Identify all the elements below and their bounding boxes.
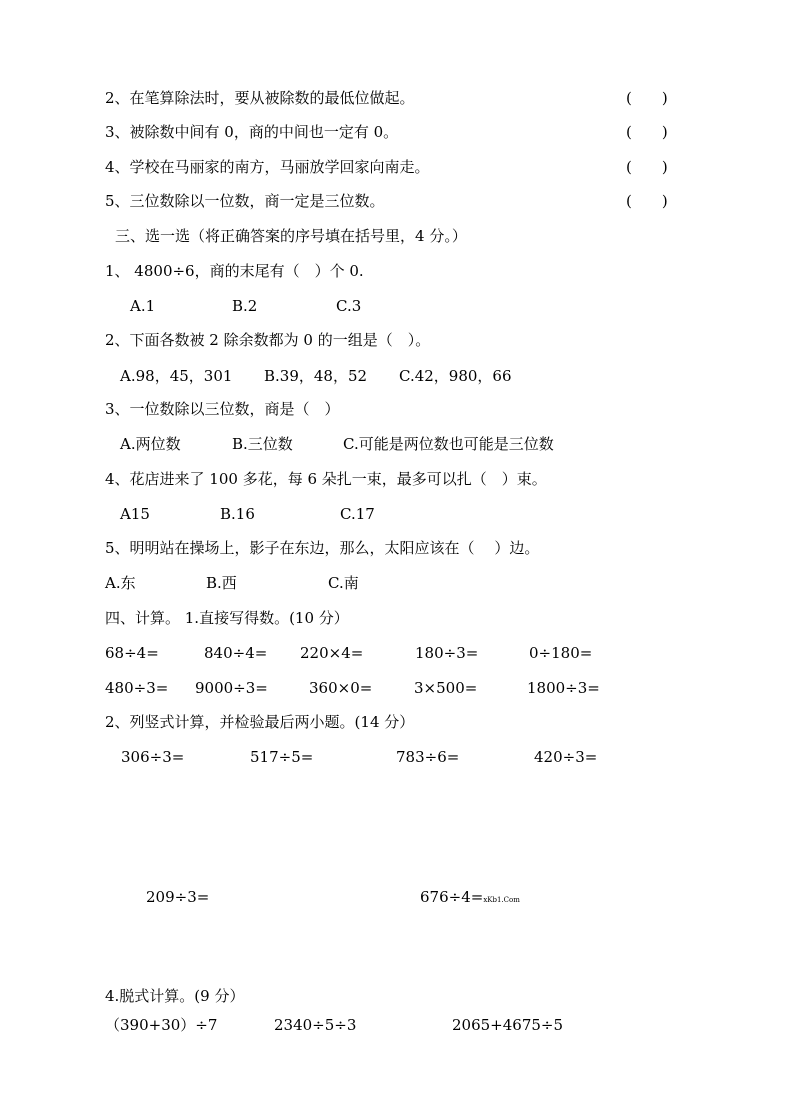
watermark-text: xKb1.Com (483, 896, 520, 904)
choice-option: C.可能是两位数也可能是三位数 (343, 435, 554, 453)
judge-item-2: 2、在笔算除法时，要从被除数的最低位做起。 (105, 89, 415, 107)
vertical-calc-item: 209÷3= (146, 888, 210, 906)
direct-calc-item: 3×500= (414, 679, 478, 697)
choice-option: C.42，980，66 (399, 367, 512, 385)
vertical-calc-item: 783÷6= (396, 748, 460, 766)
answer-parentheses: ( ) (626, 192, 668, 210)
choice-option: B.2 (232, 297, 258, 315)
vertical-calc-heading: 2、列竖式计算，并检验最后两小题。(14 分） (105, 713, 415, 731)
step-calc-heading: 4.脱式计算。(9 分） (105, 987, 245, 1005)
section-heading-choose: 三、选一选（将正确答案的序号填在括号里，4 分。） (115, 227, 467, 245)
vertical-calc-item: 420÷3= (534, 748, 598, 766)
choice-question-4: 4、花店进来了 100 多花，每 6 朵扎一束，最多可以扎（ ）束。 (105, 470, 547, 488)
step-calc-item: （390+30）÷7 (105, 1016, 218, 1034)
direct-calc-item: 68÷4= (105, 644, 159, 662)
direct-calc-item: 360×0= (309, 679, 373, 697)
choice-option: A15 (120, 505, 150, 523)
choice-option: C.17 (340, 505, 375, 523)
judge-item-3: 3、被除数中间有 0，商的中间也一定有 0。 (105, 123, 399, 141)
direct-calc-item: 9000÷3= (195, 679, 268, 697)
judge-item-5: 5、三位数除以一位数，商一定是三位数。 (105, 192, 385, 210)
direct-calc-item: 1800÷3= (527, 679, 600, 697)
judge-item-4: 4、学校在马丽家的南方，马丽放学回家向南走。 (105, 158, 430, 176)
choice-question-3: 3、一位数除以三位数，商是（ ） (105, 400, 340, 418)
choice-option: B.39，48，52 (264, 367, 368, 385)
step-calc-item: 2340÷5÷3 (274, 1016, 357, 1034)
choice-option: B.16 (220, 505, 255, 523)
choice-option: A.1 (130, 297, 156, 315)
vertical-calc-expression: 676÷4= (420, 888, 484, 906)
choice-question-2: 2、下面各数被 2 除余数都为 0 的一组是（ ）。 (105, 331, 431, 349)
section-heading-calc: 四、计算。 1.直接写得数。(10 分） (105, 609, 349, 627)
choice-option: A.两位数 (120, 435, 181, 453)
choice-option: A.98，45，301 (120, 367, 233, 385)
answer-parentheses: ( ) (626, 123, 668, 141)
step-calc-item: 2065+4675÷5 (452, 1016, 564, 1034)
vertical-calc-item (420, 887, 520, 910)
direct-calc-item: 180÷3= (415, 644, 479, 662)
choice-option: C.南 (328, 574, 359, 592)
answer-parentheses: ( ) (626, 158, 668, 176)
choice-option: C.3 (336, 297, 362, 315)
choice-option: B.三位数 (232, 435, 293, 453)
vertical-calc-item: 517÷5= (250, 748, 314, 766)
direct-calc-item: 220×4= (300, 644, 364, 662)
choice-option: B.西 (206, 574, 237, 592)
choice-question-5: 5、明明站在操场上，影子在东边，那么，太阳应该在（ ）边。 (105, 539, 540, 557)
answer-parentheses: ( ) (626, 89, 668, 107)
choice-option: A.东 (105, 574, 136, 592)
choice-question-1: 1、 4800÷6，商的末尾有（ ）个 0. (105, 262, 364, 280)
direct-calc-item: 480÷3= (105, 679, 169, 697)
direct-calc-item: 0÷180= (529, 644, 593, 662)
vertical-calc-item: 306÷3= (121, 748, 185, 766)
direct-calc-item: 840÷4= (204, 644, 268, 662)
